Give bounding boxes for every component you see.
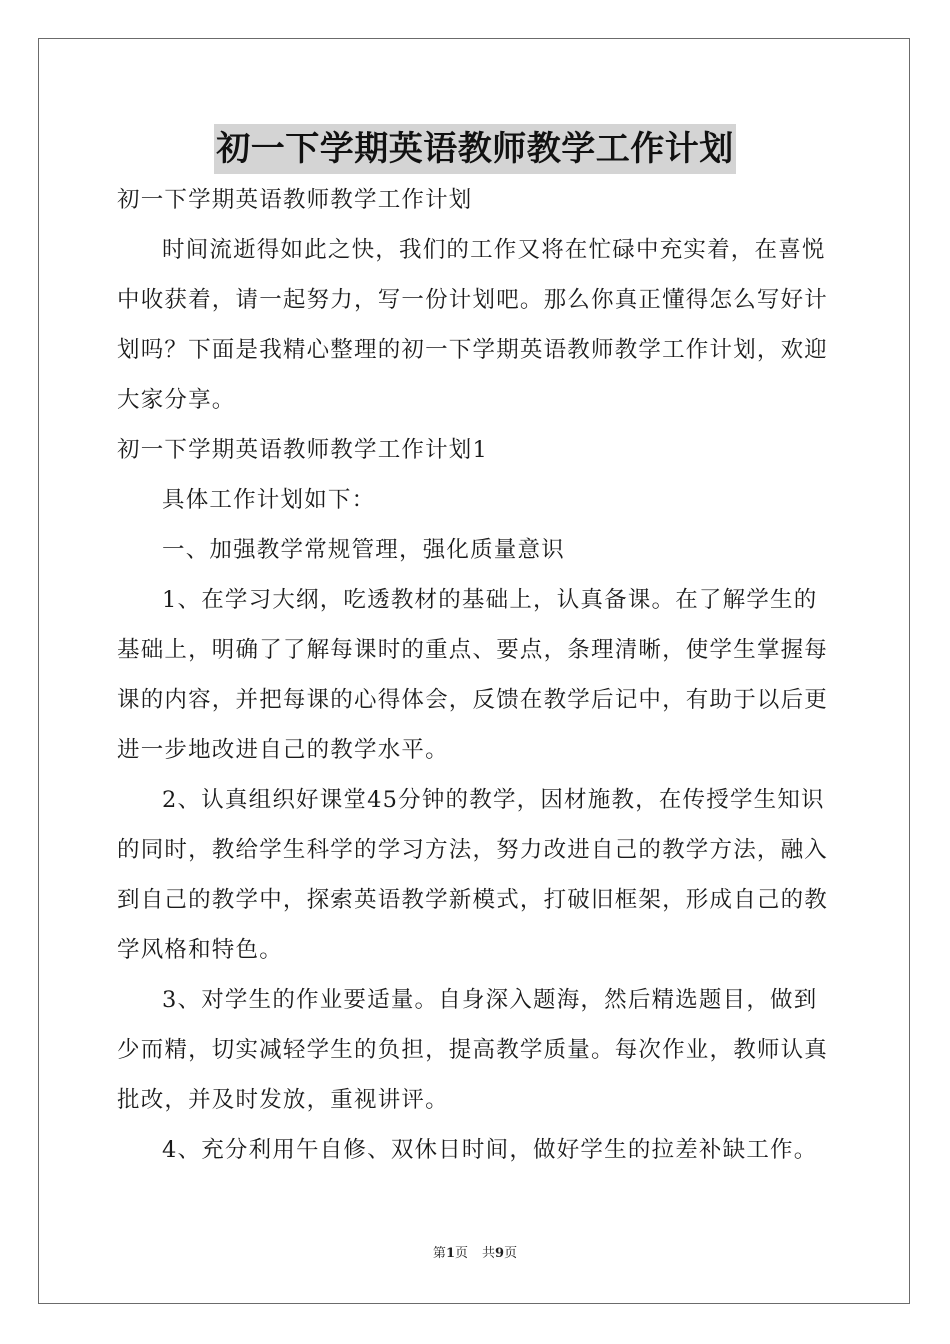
page-footer <box>0 1242 950 1261</box>
item-3-paragraph: 3、对学生的作业要适量。自身深入题海，然后精选题目，做到少而精，切实减轻学生的负担，提高教学质量。每次作业，教师认真批改，并及时发放，重视讲评。 <box>117 987 829 1113</box>
title-container <box>0 124 950 174</box>
item-2-paragraph: 2、认真组织好课堂45分钟的教学，因材施教，在传授学生知识的同时，教给学生科学的学习方法，努力改进自己的教学方法，融入到自己的教学中，探索英语教学新模式，打破旧框架，形成自己的教学风格和特色。 <box>117 787 829 963</box>
document-title: 初一下学期英语教师教学工作计划 <box>214 124 736 174</box>
intro-paragraph: 时间流逝得如此之快，我们的工作又将在忙碌中充实着，在喜悦中收获着，请一起努力，写一份计划吧。那么你真正懂得怎么写好计划吗？下面是我精心整理的初一下学期英语教师教学工作计划，欢迎大家分享。 <box>117 237 829 413</box>
page-label-prefix: 第 <box>432 1246 446 1261</box>
total-page-number: 9 <box>495 1246 505 1261</box>
current-page-number: 1 <box>445 1246 455 1261</box>
item-1-paragraph: 1、在学习大纲，吃透教材的基础上，认真备课。在了解学生的基础上，明确了了解每课时的重点、要点，条理清晰，使学生掌握每课的内容，并把每课的心得体会，反馈在教学后记中，有助于以后更进一步地改进自己的教学水平。 <box>117 587 829 763</box>
page-label-suffix: 页 <box>454 1246 468 1261</box>
total-label-suffix: 页 <box>504 1246 518 1261</box>
total-label-prefix: 共 <box>482 1246 496 1261</box>
section-heading: 初一下学期英语教师教学工作计划1 <box>117 437 489 463</box>
document-body <box>117 175 837 1175</box>
item-4-paragraph: 4、充分利用午自修、双休日时间，做好学生的拉差补缺工作。 <box>162 1137 818 1163</box>
subsection-heading: 一、加强教学常规管理，强化质量意识 <box>162 537 565 563</box>
plan-intro-paragraph: 具体工作计划如下： <box>162 487 376 513</box>
subtitle-paragraph: 初一下学期英语教师教学工作计划 <box>117 187 473 213</box>
